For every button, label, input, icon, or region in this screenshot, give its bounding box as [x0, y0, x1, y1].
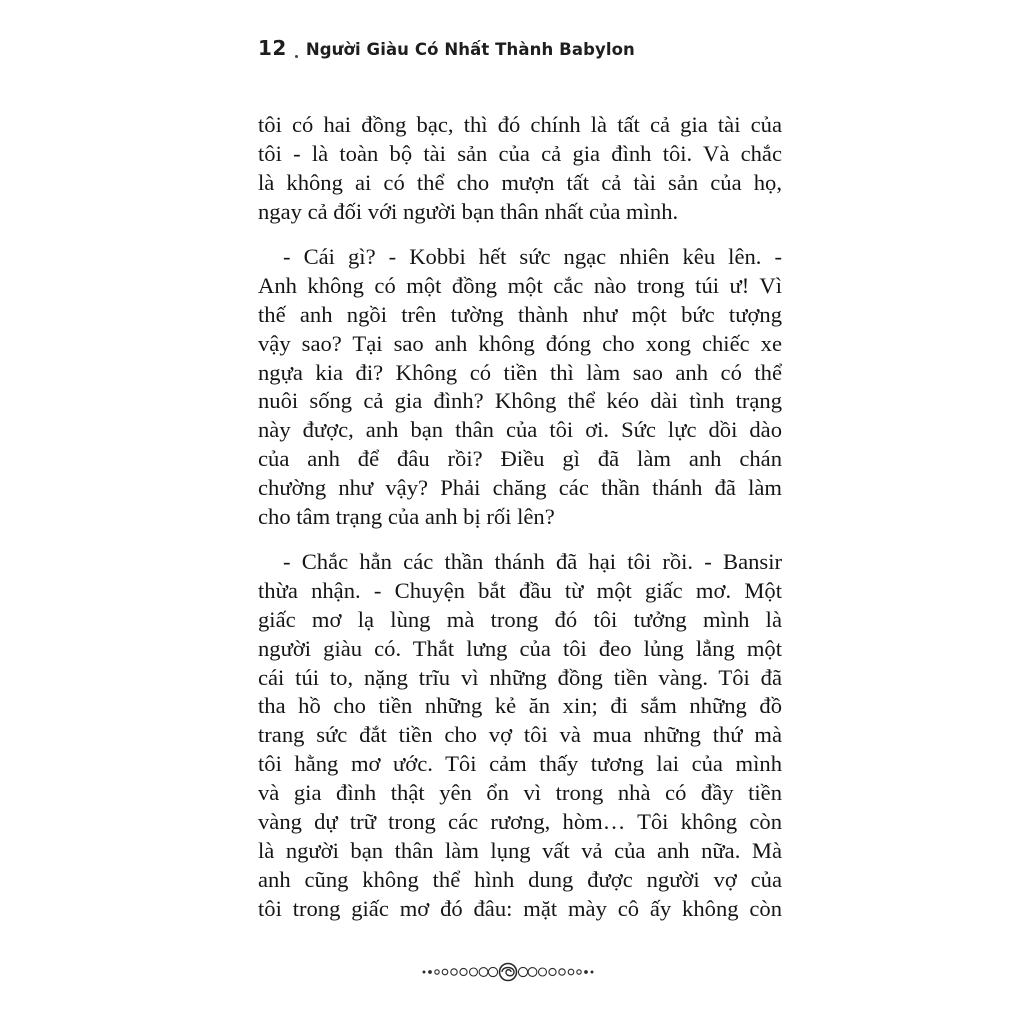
text-line: thừa nhận. - Chuyện bắt đầu từ một giấc mơ. Một — [258, 577, 782, 603]
text-line: tôi trong giấc mơ đó đâu: mặt mày cô ấy không còn — [258, 895, 782, 921]
text-line: trang sức đắt tiền cho vợ tôi và mua những thứ mà — [258, 722, 782, 748]
text-line: giấc mơ lạ lùng mà trong đó tôi tưởng mình là — [258, 606, 782, 632]
text-line: nuôi sống cả gia đình? Không thể kéo dài tình trạng — [258, 388, 782, 414]
text-line: tôi có hai đồng bạc, thì đó chính là tất cả gia tài của — [258, 112, 782, 137]
running-header — [258, 36, 635, 66]
floral-divider-icon — [422, 960, 594, 984]
text-line: ngay cả đối với người bạn thân nhất của mình. — [258, 198, 679, 224]
text-line: của anh để đâu rồi? Điều gì đã làm anh chán — [258, 446, 782, 472]
text-line: anh cũng không thể hình dung được người vợ của — [258, 866, 782, 892]
text-line: thế anh ngồi trên tường thành như một bức tượng — [258, 301, 782, 327]
text-line: là không ai có thể cho mượn tất cả tài sản của họ, — [258, 169, 782, 195]
text-line: chường như vậy? Phải chăng các thần thánh đã làm — [258, 475, 782, 501]
paragraph-3 — [258, 548, 782, 924]
text-line: vậy sao? Tại sao anh không đóng cho xong chiếc xe — [258, 330, 782, 356]
text-line: cho tâm trạng của anh bị rối lên? — [258, 504, 555, 530]
text-line: - Chắc hẳn các thần thánh đã hại tôi rồi. - Bansir — [283, 549, 782, 574]
text-line: này được, anh bạn thân của tôi ơi. Sức lực dồi dào — [258, 417, 782, 443]
text-line: Anh không có một đồng một cắc nào trong túi ư! Vì — [258, 272, 782, 298]
paragraph-2 — [258, 243, 782, 532]
header-separator-dot — [295, 55, 298, 58]
paragraph-1 — [258, 111, 782, 227]
text-line: cái túi to, nặng trĩu vì những đồng tiền vàng. Tôi đã — [258, 664, 782, 690]
text-line: tha hồ cho tiền những kẻ ăn xin; đi sắm những đồ — [258, 693, 782, 719]
book-title: Người Giàu Có Nhất Thành Babylon — [305, 40, 635, 59]
text-line: và gia đình thật yên ổn vì trong nhà có đầy tiền — [258, 780, 782, 806]
text-line: - Cái gì? - Kobbi hết sức ngạc nhiên kêu lên. - — [283, 244, 782, 269]
text-line: là người bạn thân làm lụng vất vả của anh nữa. Mà — [258, 837, 782, 863]
text-line: tôi hằng mơ ước. Tôi cảm thấy tương lai của mình — [258, 751, 782, 777]
text-line: người giàu có. Thắt lưng của tôi đeo lủng lẳng một — [258, 635, 782, 661]
page-number: 12 — [258, 36, 287, 60]
text-line: vàng dự trữ trong các rương, hòm… Tôi không còn — [258, 809, 782, 835]
text-line: tôi - là toàn bộ tài sản của cả gia đình tôi. Và chắc — [258, 140, 782, 166]
text-line: ngựa kia đi? Không có tiền thì làm sao anh có thể — [258, 359, 782, 385]
